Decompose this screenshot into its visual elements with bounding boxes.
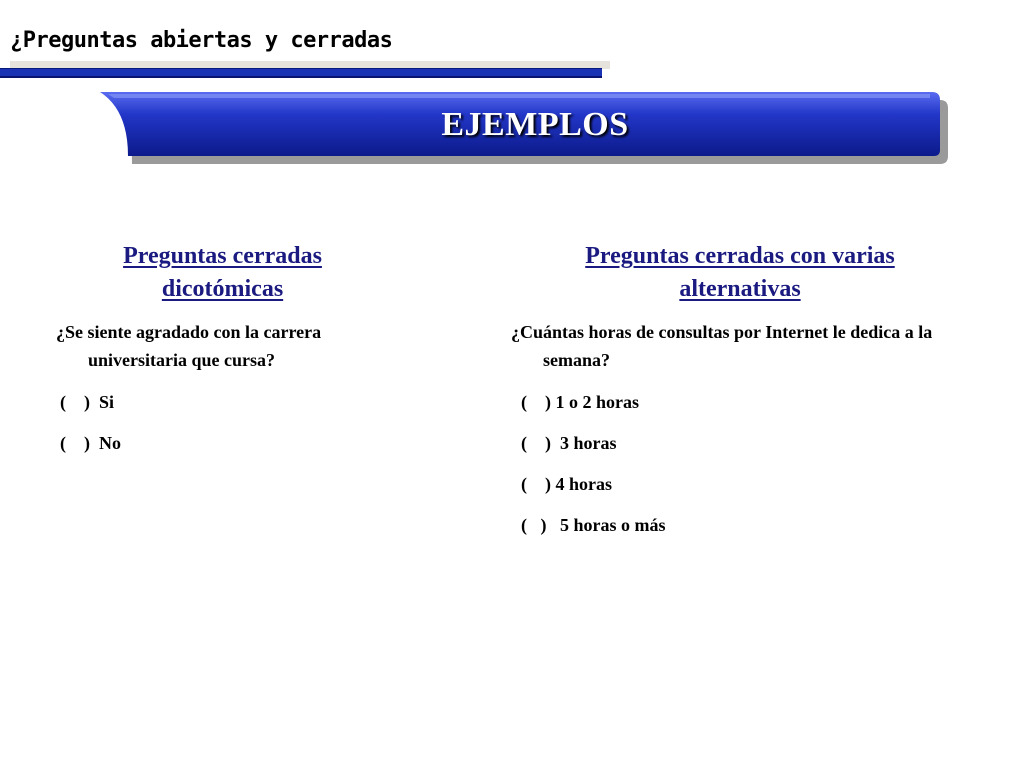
title-underline [0, 68, 602, 78]
slide-title: ¿Preguntas abiertas y cerradas [10, 28, 393, 53]
left-options [50, 389, 390, 456]
right-column-heading [505, 240, 975, 306]
right-heading-line1: Preguntas cerradas con varias [585, 243, 895, 269]
option-item: ( ) 1 o 2 horas [521, 392, 639, 412]
left-column [50, 240, 390, 456]
option-item: ( ) 4 horas [521, 474, 612, 494]
left-heading-line2: dicotómicas [161, 276, 284, 302]
right-question: ¿Cuántas horas de consultas por Internet le dedica a la semana? [511, 322, 933, 370]
banner-label: EJEMPLOS [441, 106, 629, 143]
right-options [505, 389, 965, 538]
left-heading-line1: Preguntas cerradas [123, 243, 322, 269]
right-column [505, 240, 965, 538]
examples-banner [100, 92, 948, 164]
left-column-heading [50, 240, 395, 306]
option-item: ( ) No [60, 433, 121, 453]
option-item: ( ) 5 horas o más [521, 515, 666, 535]
option-item: ( ) Si [60, 392, 114, 412]
right-heading-line2: alternativas [679, 276, 801, 302]
left-question: ¿Se siente agradado con la carrera universitaria que cursa? [56, 322, 322, 370]
option-item: ( ) 3 horas [521, 433, 617, 453]
